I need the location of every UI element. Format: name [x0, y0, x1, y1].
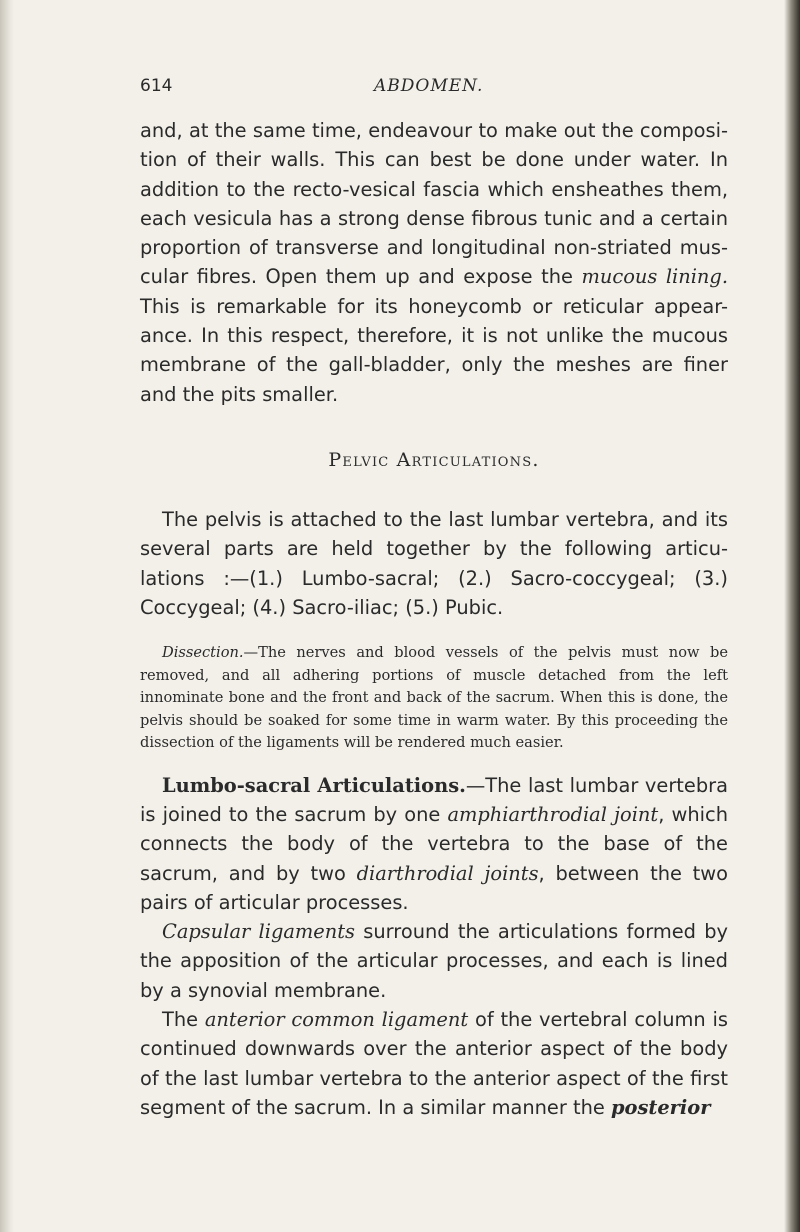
running-title: ABDOMEN. — [374, 76, 484, 96]
page-number: 614 — [140, 76, 173, 96]
para1-text: and, at the same time, endeavour to make out the composi- tion of their walls. This can best be done under water. In addition to the recto-vesical fascia which ensheathes them, each vesicula has a strong dense fibrous tunic and a certain proportion of transverse and longitudinal non-striated mus- cular fibres. Open them up and expose the — [140, 119, 728, 289]
para3-text-a: —The last lumbar vertebra is joined to the sacrum by one — [140, 773, 728, 826]
para5-italic-end: posterior — [610, 1095, 711, 1119]
para3-text-c: , which connects the body of the vertebra to the base of the sacrum, and by two — [140, 802, 728, 885]
paragraph-capsular — [140, 917, 728, 1005]
para3-italic-b: amphiarthrodial joint — [447, 802, 659, 826]
dissection-label: Dissection. — [162, 644, 244, 662]
para5-text-a: The — [162, 1008, 205, 1032]
book-edge-right — [784, 0, 800, 1232]
book-page — [140, 76, 728, 1122]
page-gutter-left — [0, 0, 14, 1232]
section-heading: Pelvic Articulations. — [328, 448, 540, 471]
paragraph-lumbo-sacral — [140, 771, 728, 917]
dissection-note — [140, 642, 728, 755]
para1-text-end: This is remarkable for its honeycomb or reticular appear- ance. In this respect, therefore, it is not unlike the mucous membrane of the gall-bladder, only the meshes are finer and the pits smaller. — [140, 294, 728, 406]
para3-text-e: , between the two pairs of articular processes. — [140, 861, 728, 914]
lumbo-sacral-heading: Lumbo-sacral Articulations. — [162, 773, 466, 797]
para4-text: surround the articulations formed by the apposition of the articular processes, and each is lined by a synovial membrane. — [140, 920, 728, 1002]
paragraph-anterior-ligament — [140, 1005, 728, 1122]
para4-italic-term: Capsular ligaments — [162, 920, 356, 944]
running-head — [140, 76, 728, 106]
para5-italic-term: anterior common ligament — [204, 1008, 469, 1032]
para5-text-b: of the vertebral column is continued downwards over the anterior aspect of the body of the last lumbar vertebra to the anterior aspect of the first segment of the sacrum. In a similar manner the — [140, 1008, 728, 1119]
para3-italic-d: diarthrodial joints — [356, 861, 539, 885]
para1-italic-term: mucous lining. — [581, 265, 729, 289]
dissection-text: —The nerves and blood vessels of the pelvis must now be removed, and all adhering portions of muscle detached from the left innominate bone and the front and back of the sacrum. When this is done, the pelvis should be soaked for some time in warm water. By this proceeding the dissection of the ligaments will be rendered much easier. — [140, 644, 728, 752]
paragraph-pelvis-intro: The pelvis is attached to the last lumbar vertebra, and its several parts are held together by the following articu- lations :—(1.) Lumbo-sacral; (2.) Sacro-coccygeal; (3.) Coccygeal; (4.) Sacro-iliac; (5.) Pubic. — [140, 507, 728, 619]
paragraph-vesiculae — [140, 116, 728, 409]
